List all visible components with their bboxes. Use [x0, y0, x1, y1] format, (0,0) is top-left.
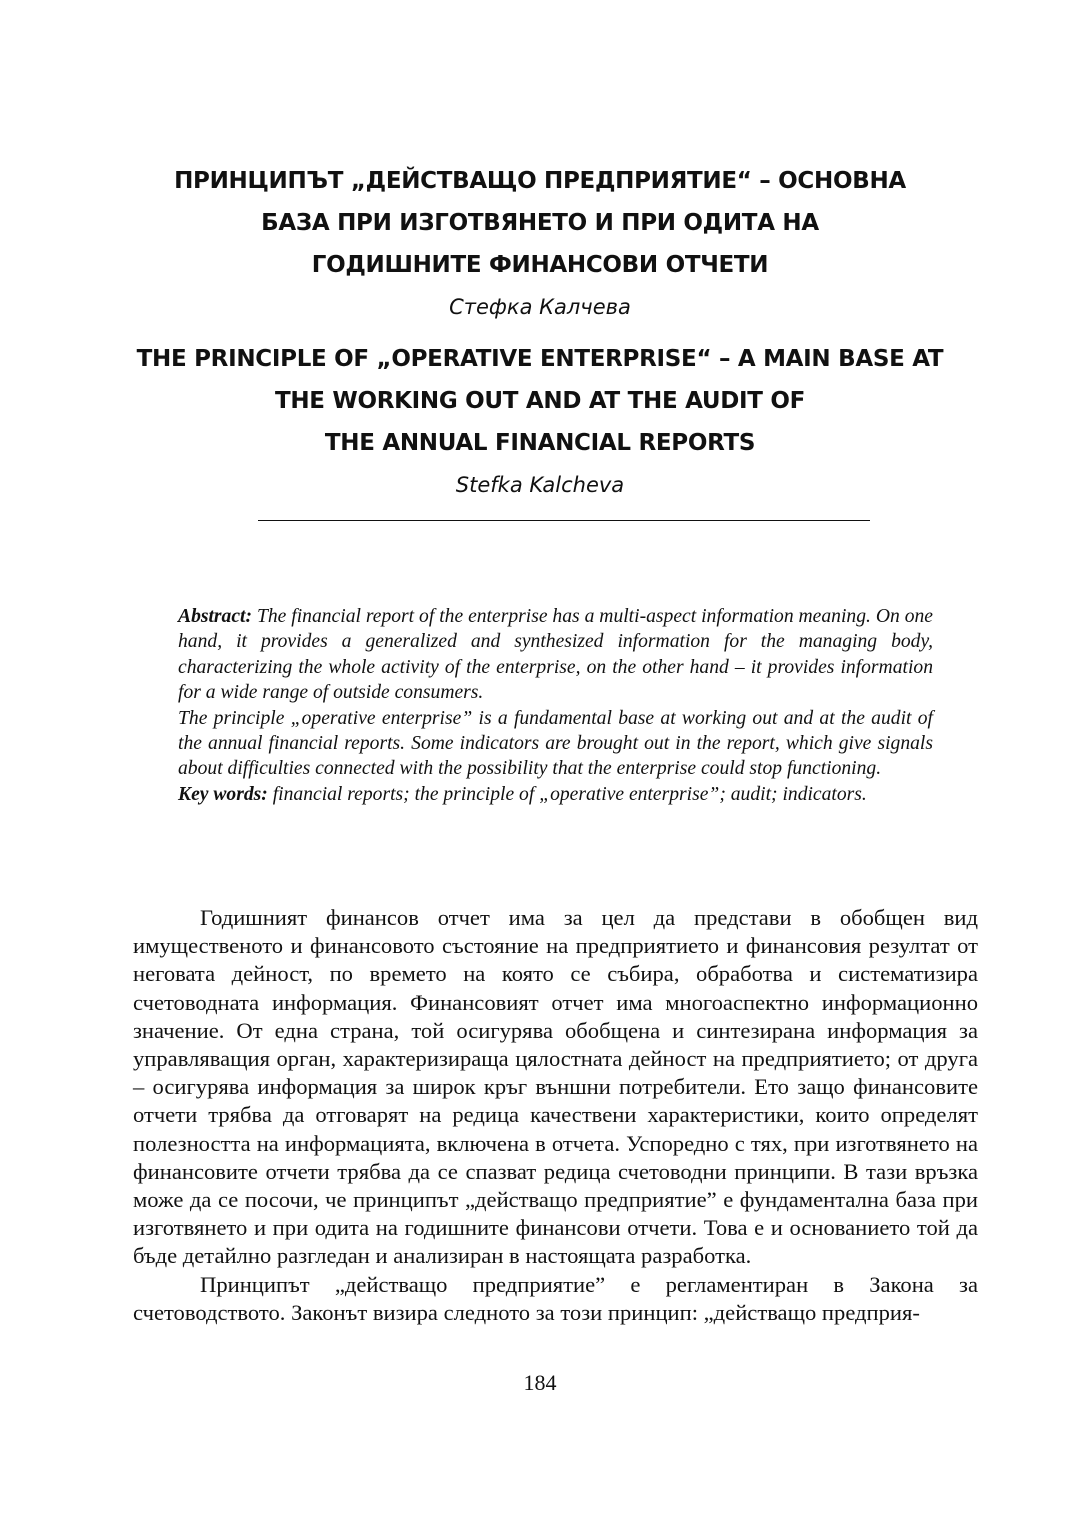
- title-english: [100, 338, 980, 506]
- keywords-text: financial reports; the principle of „operative enterprise”; audit; indicators.: [272, 783, 867, 805]
- body-paragraph-1: Годишният финансов отчет има за цел да представи в обобщен вид имущественото и финансовото състояние на предприятието и финансовия резултат от неговата дейност, по времето на която се събира, обработва и систематизира счетоводната информация. Финансовият отчет има многоаспектно информационно значение. От една страна, той осигурява обобщена и синтезирана информация за управляващия орган, характеризираща цялостната дейност на предприятието; от друга – осигурява информация за широк кръг външни потребители. Ето защо финансовите отчети трябва да отговарят на редица качествени характеристики, които определят полезността на информацията, включена в отчета. Успоредно с тях, при изготвянето на финансовите отчети трябва да се спазват редица счетоводни принципи. В тази връзка може да се посочи, че принципът „действащо предприятие” е фундаментална база при изготвянето и при одита на годишните финансови отчети. Това е и основанието той да бъде детайлно разгледан и анализиран в настоящата разработка.: [133, 905, 978, 1269]
- author-english: Stefka Kalcheva: [455, 473, 625, 497]
- abstract: [178, 604, 933, 807]
- body-paragraph-2: Принципът „действащо предприятие” е регламентиран в Закона за счетоводството. Законът визира следното за този принцип: „действащо предприя-: [133, 1271, 978, 1325]
- keywords-label: Key words:: [178, 783, 268, 805]
- title-bulgarian: [100, 160, 980, 328]
- title-bg-line-1: ПРИНЦИПЪТ „ДЕЙСТВАЩО ПРЕДПРИЯТИЕ“ – ОСНОВНА: [174, 168, 906, 194]
- abstract-text-1: The financial report of the enterprise has a multi-aspect information meaning. On one hand, it provides a generalized and synthesized information for the managing body, characterizing the whole activity of the enterprise, on the other hand – it provides information for a wide range of outside consumers.: [178, 606, 933, 704]
- author-bulgarian: Стефка Калчева: [449, 295, 631, 319]
- abstract-paragraph-1: [178, 604, 933, 706]
- title-en-line-1: THE PRINCIPLE OF „OPERATIVE ENTERPRISE“ – A MAIN BASE AT: [136, 346, 944, 372]
- title-bg-line-3: ГОДИШНИТЕ ФИНАНСОВИ ОТЧЕТИ: [311, 252, 769, 278]
- title-en-line-3: THE ANNUAL FINANCIAL REPORTS: [324, 430, 756, 456]
- title-divider: [258, 520, 870, 521]
- title-en-line-2: THE WORKING OUT AND AT THE AUDIT OF: [274, 388, 806, 414]
- keywords-paragraph: [178, 782, 933, 807]
- abstract-text-2: The principle „operative enterprise” is a fundamental base at working out and at the audit of the annual financial reports. Some indicators are brought out in the report, which give signals about difficulties connected with the possibility that the enterprise could stop functioning.: [178, 707, 933, 780]
- abstract-paragraph-2: [178, 706, 933, 782]
- title-bg-line-2: БАЗА ПРИ ИЗГОТВЯНЕТО И ПРИ ОДИТА НА: [261, 210, 819, 236]
- page-number: 184: [523, 1370, 557, 1395]
- body-text: [133, 904, 978, 1327]
- abstract-label: Abstract:: [178, 606, 253, 627]
